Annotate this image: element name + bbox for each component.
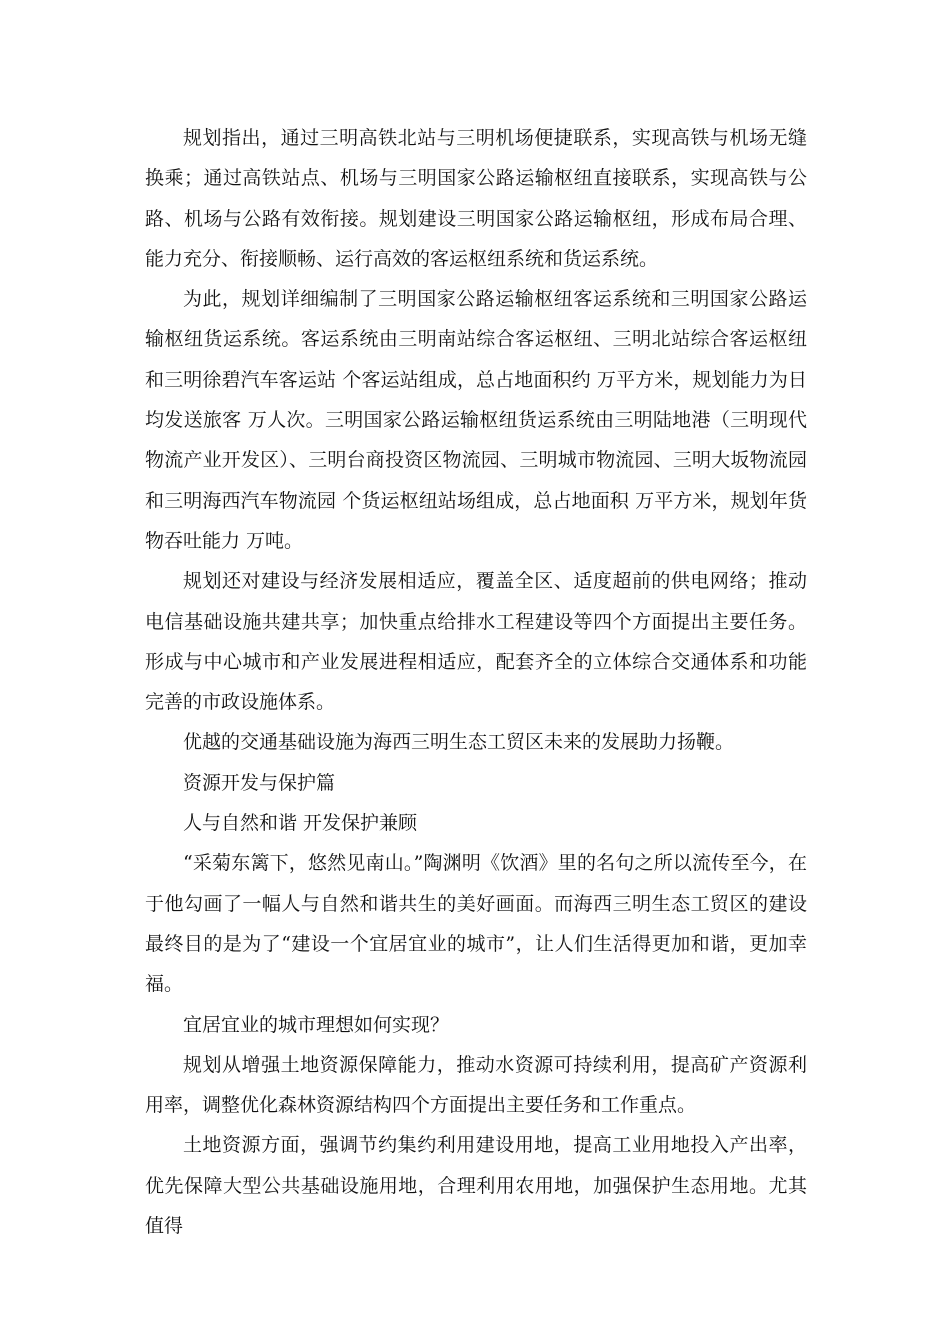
document-body: [145, 118, 807, 1246]
paragraph-poem-quote: “采菊东篱下，悠然见南山。”陶渊明《饮酒》里的名句之所以流传至今，在于他勾画了一幅人与自然和谐共生的美好画面。而海西三明生态工贸区的建设最终目的是为了“建设一个宜居宜业的城市”，让人们生活得更加和谐，更加幸福。: [145, 852, 807, 996]
paragraph-resource-tasks: 规划从增强土地资源保障能力，推动水资源可持续利用，提高矿产资源利用率，调整优化森林资源结构四个方面提出主要任务和工作重点。: [145, 1053, 807, 1117]
paragraph-question: 宜居宜业的城市理想如何实现？: [183, 1013, 450, 1036]
paragraph-infrastructure-tasks: 规划还对建设与经济发展相适应，覆盖全区、适度超前的供电网络；推动电信基础设施共建共享；加快重点给排水工程建设等四个方面提出主要任务。形成与中心城市和产业发展进程相适应，配套齐全的立体综合交通体系和功能完善的市政设施体系。: [145, 570, 807, 714]
paragraph-transport-hub: 规划指出，通过三明高铁北站与三明机场便捷联系，实现高铁与机场无缝换乘；通过高铁站点、机场与三明国家公路运输枢纽直接联系，实现高铁与公路、机场与公路有效衔接。规划建设三明国家公路运输枢纽，形成布局合理、能力充分、衔接顺畅、运行高效的客运枢纽系统和货运系统。: [145, 127, 807, 270]
paragraph-transport-advantage: 优越的交通基础设施为海西三明生态工贸区未来的发展助力扬鞭。: [183, 731, 735, 754]
section-heading-resources: 资源开发与保护篇: [183, 771, 336, 794]
paragraph-land-resources: 土地资源方面，强调节约集约利用建设用地，提高工业用地投入产出率，优先保障大型公共基础设施用地，合理利用农用地，加强保护生态用地。尤其值得: [145, 1134, 807, 1238]
paragraph-passenger-freight-system: 为此，规划详细编制了三明国家公路运输枢纽客运系统和三明国家公路运输枢纽货运系统。客运系统由三明南站综合客运枢纽、三明北站综合客运枢纽和三明徐碧汽车客运站 个客运站组成，总占地面积约 万平方米，规划能力为日均发送旅客 万人次。三明国家公路运输枢纽货运系统由三明陆地港（三明现代物流产业开发区）、三明台商投资区物流园、三明城市物流园、三明大坂物流园和三明海西汽车物流园 个货运枢纽站场组成，总占地面积 万平方米，规划年货物吞吐能力 万吨。: [145, 288, 807, 552]
section-subheading-harmony: 人与自然和谐 开发保护兼顾: [183, 812, 418, 835]
